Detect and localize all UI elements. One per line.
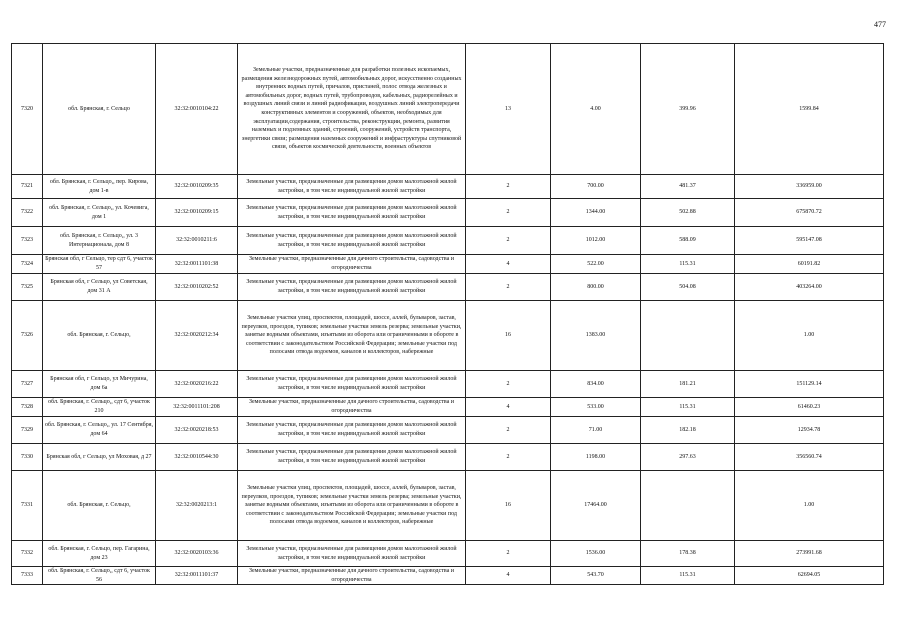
group-cell: 2 (466, 199, 551, 227)
area-cell: 522.00 (551, 255, 641, 274)
table-row (12, 567, 884, 585)
address-cell: обл. Брянская, г. Сельцо (43, 44, 156, 175)
cadastral-value-table (11, 43, 884, 585)
specific-value-cell: 182.18 (641, 417, 735, 444)
address-cell: обл. Брянская, г. Сельцо,, ул. 3 Интернационала, дом 8 (43, 227, 156, 255)
table-row (12, 301, 884, 371)
land-purpose-cell: Земельные участки, предназначенные для дачного строительства, садоводства и огородничества (238, 255, 466, 274)
row-number: 7324 (12, 255, 43, 274)
cadastral-value-cell: 62694.05 (735, 567, 884, 585)
cadastral-number-cell: 32:32:0011101:38 (156, 255, 238, 274)
address-cell: обл. Брянская, г. Сельцо,, ул. Кочевига, дом 1 (43, 199, 156, 227)
area-cell: 4.00 (551, 44, 641, 175)
land-purpose-cell: Земельные участки, предназначенные для размещения домов малоэтажной жилой застройки, в том числе индивидуальной жилой застройки (238, 274, 466, 301)
table-row (12, 175, 884, 199)
land-purpose-cell: Земельные участки, предназначенные для размещения домов малоэтажной жилой застройки, в том числе индивидуальной жилой застройки (238, 199, 466, 227)
cadastral-number-cell: 32:32:0020216:22 (156, 371, 238, 398)
land-purpose-cell: Земельные участки улиц, проспектов, площадей, шоссе, аллей, бульваров, застав, переулков, проездов, тупиков; земельные участки земель резерва; земельные участки, занятые водными объектами, изъятыми из оборота или ограниченными в обороте в соответствии с законодательством Российской Федерации; земельные участки под полосами отвода водоемов, каналов и коллекторов, набережные (238, 301, 466, 371)
address-cell: Брянская обл, г Сельцо, ул Моховая, д 27 (43, 444, 156, 471)
specific-value-cell (641, 301, 735, 371)
table-row (12, 274, 884, 301)
cadastral-number-cell: 32:32:0010211:6 (156, 227, 238, 255)
land-purpose-cell: Земельные участки, предназначенные для размещения домов малоэтажной жилой застройки, в том числе индивидуальной жилой застройки (238, 417, 466, 444)
group-cell: 2 (466, 371, 551, 398)
land-purpose-cell: Земельные участки, предназначенные для размещения домов малоэтажной жилой застройки, в том числе индивидуальной жилой застройки (238, 541, 466, 567)
cadastral-number-cell: 32:32:0010209:35 (156, 175, 238, 199)
address-cell: Брянская обл, г Сельцо, тер сдт 6, участок 57 (43, 255, 156, 274)
specific-value-cell: 115.31 (641, 255, 735, 274)
specific-value-cell: 588.09 (641, 227, 735, 255)
row-number: 7326 (12, 301, 43, 371)
table-row (12, 255, 884, 274)
address-cell: обл. Брянская, г. Сельцо,, сдт 6, участок 210 (43, 398, 156, 417)
cadastral-number-cell: 32:32:0010544:30 (156, 444, 238, 471)
group-cell: 16 (466, 301, 551, 371)
row-number: 7327 (12, 371, 43, 398)
group-cell: 4 (466, 398, 551, 417)
cadastral-value-cell: 1599.84 (735, 44, 884, 175)
row-number: 7322 (12, 199, 43, 227)
specific-value-cell: 115.31 (641, 398, 735, 417)
row-number: 7325 (12, 274, 43, 301)
specific-value-cell: 481.37 (641, 175, 735, 199)
row-number: 7323 (12, 227, 43, 255)
cadastral-number-cell: 32:32:0020218:53 (156, 417, 238, 444)
group-cell: 2 (466, 175, 551, 199)
row-number: 7320 (12, 44, 43, 175)
land-purpose-cell: Земельные участки, предназначенные для размещения домов малоэтажной жилой застройки, в том числе индивидуальной жилой застройки (238, 175, 466, 199)
address-cell: Брянская обл, г Сельцо, ул Мичурина, дом 6а (43, 371, 156, 398)
page-number: 477 (874, 20, 886, 29)
specific-value-cell: 504.08 (641, 274, 735, 301)
cadastral-value-cell: 61460.23 (735, 398, 884, 417)
table-row (12, 444, 884, 471)
area-cell: 1536.00 (551, 541, 641, 567)
row-number: 7330 (12, 444, 43, 471)
cadastral-value-cell: 403264.00 (735, 274, 884, 301)
area-cell: 700.00 (551, 175, 641, 199)
cadastral-number-cell: 32:32:0010202:52 (156, 274, 238, 301)
address-cell: Брянская обл, г Сельцо, ул Советская, дом 31 А (43, 274, 156, 301)
land-purpose-cell: Земельные участки, предназначенные для разработки полезных ископаемых, размещения железнодорожных путей, автомобильных дорог, искусственно созданных внутренних водных путей, причалов, пристаней, полос отвода железных и автомобильных дорог, водных путей, трубопроводов, кабельных, радиорелейных и воздушных линий связи и линий радиофикации, воздушных линий электропередачи конструктивных элементов и сооружений, объектов, необходимых для эксплуатации,содержания, строительства, реконструкции, ремонта, развития наземных и подземных зданий, строений, сооружений, устройств транспорта, энергетики связи; размещения наземных сооружений и инфраструктуры спутниковой связи, объектов космической деятельности, военных объектов (238, 44, 466, 175)
cadastral-value-cell: 12934.78 (735, 417, 884, 444)
group-cell: 2 (466, 227, 551, 255)
area-cell: 533.00 (551, 398, 641, 417)
group-cell: 2 (466, 444, 551, 471)
address-cell: обл. Брянская, г. Сельцо, пер. Гагарина, дом 23 (43, 541, 156, 567)
cadastral-number-cell: 32:32:0020213:1 (156, 471, 238, 541)
table-body (12, 44, 884, 585)
group-cell: 16 (466, 471, 551, 541)
area-cell: 1012.00 (551, 227, 641, 255)
cadastral-value-cell: 336959.00 (735, 175, 884, 199)
cadastral-number-cell: 32:32:0010209:15 (156, 199, 238, 227)
land-purpose-cell: Земельные участки улиц, проспектов, площадей, шоссе, аллей, бульваров, застав, переулков, проездов, тупиков; земельные участки земель резерва; земельные участки, занятые водными объектами, изъятыми из оборота или ограниченными в обороте в соответствии с законодательством Российской Федерации; земельные участки под полосами отвода водоемов, каналов и коллекторов, набережные (238, 471, 466, 541)
land-purpose-cell: Земельные участки, предназначенные для дачного строительства, садоводства и огородничества (238, 567, 466, 585)
cadastral-value-cell: 595147.08 (735, 227, 884, 255)
address-cell: обл. Брянская, г. Сельцо,, пер. Кирова, дом 1-в (43, 175, 156, 199)
table-row (12, 417, 884, 444)
area-cell: 834.00 (551, 371, 641, 398)
group-cell: 13 (466, 44, 551, 175)
area-cell: 1383.00 (551, 301, 641, 371)
area-cell: 543.70 (551, 567, 641, 585)
area-cell: 1198.00 (551, 444, 641, 471)
table-row (12, 371, 884, 398)
row-number: 7328 (12, 398, 43, 417)
land-purpose-cell: Земельные участки, предназначенные для размещения домов малоэтажной жилой застройки, в том числе индивидуальной жилой застройки (238, 227, 466, 255)
cadastral-value-cell: 1.00 (735, 471, 884, 541)
cadastral-number-cell: 32:32:0011101:37 (156, 567, 238, 585)
row-number: 7332 (12, 541, 43, 567)
group-cell: 4 (466, 567, 551, 585)
row-number: 7329 (12, 417, 43, 444)
group-cell: 2 (466, 274, 551, 301)
cadastral-value-cell: 1.00 (735, 301, 884, 371)
group-cell: 2 (466, 417, 551, 444)
specific-value-cell: 399.96 (641, 44, 735, 175)
land-purpose-cell: Земельные участки, предназначенные для размещения домов малоэтажной жилой застройки, в том числе индивидуальной жилой застройки (238, 444, 466, 471)
address-cell: обл. Брянская, г. Сельцо,, сдт 6, участок 56 (43, 567, 156, 585)
cadastral-value-cell: 356560.74 (735, 444, 884, 471)
address-cell: обл. Брянская, г. Сельцо,, ул. 17 Сентября, дом 64 (43, 417, 156, 444)
cadastral-value-cell: 273991.68 (735, 541, 884, 567)
group-cell: 4 (466, 255, 551, 274)
land-purpose-cell: Земельные участки, предназначенные для дачного строительства, садоводства и огородничества (238, 398, 466, 417)
row-number: 7333 (12, 567, 43, 585)
specific-value-cell: 502.88 (641, 199, 735, 227)
specific-value-cell: 297.63 (641, 444, 735, 471)
row-number: 7331 (12, 471, 43, 541)
table-row (12, 398, 884, 417)
table-row (12, 541, 884, 567)
table-row (12, 44, 884, 175)
area-cell: 17464.00 (551, 471, 641, 541)
cadastral-number-cell: 32:32:0011101:208 (156, 398, 238, 417)
cadastral-number-cell: 32:32:0020103:36 (156, 541, 238, 567)
area-cell: 1344.00 (551, 199, 641, 227)
cadastral-value-cell: 60191.82 (735, 255, 884, 274)
specific-value-cell: 115.31 (641, 567, 735, 585)
table-row (12, 199, 884, 227)
group-cell: 2 (466, 541, 551, 567)
specific-value-cell: 181.21 (641, 371, 735, 398)
area-cell: 800.00 (551, 274, 641, 301)
table-row (12, 471, 884, 541)
cadastral-value-cell: 675870.72 (735, 199, 884, 227)
specific-value-cell (641, 471, 735, 541)
row-number: 7321 (12, 175, 43, 199)
area-cell: 71.00 (551, 417, 641, 444)
cadastral-value-cell: 151129.14 (735, 371, 884, 398)
specific-value-cell: 178.38 (641, 541, 735, 567)
address-cell: обл. Брянская, г. Сельцо, (43, 301, 156, 371)
table-row (12, 227, 884, 255)
land-purpose-cell: Земельные участки, предназначенные для размещения домов малоэтажной жилой застройки, в том числе индивидуальной жилой застройки (238, 371, 466, 398)
address-cell: обл. Брянская, г. Сельцо, (43, 471, 156, 541)
cadastral-number-cell: 32:32:0010104:22 (156, 44, 238, 175)
cadastral-number-cell: 32:32:0020212:34 (156, 301, 238, 371)
